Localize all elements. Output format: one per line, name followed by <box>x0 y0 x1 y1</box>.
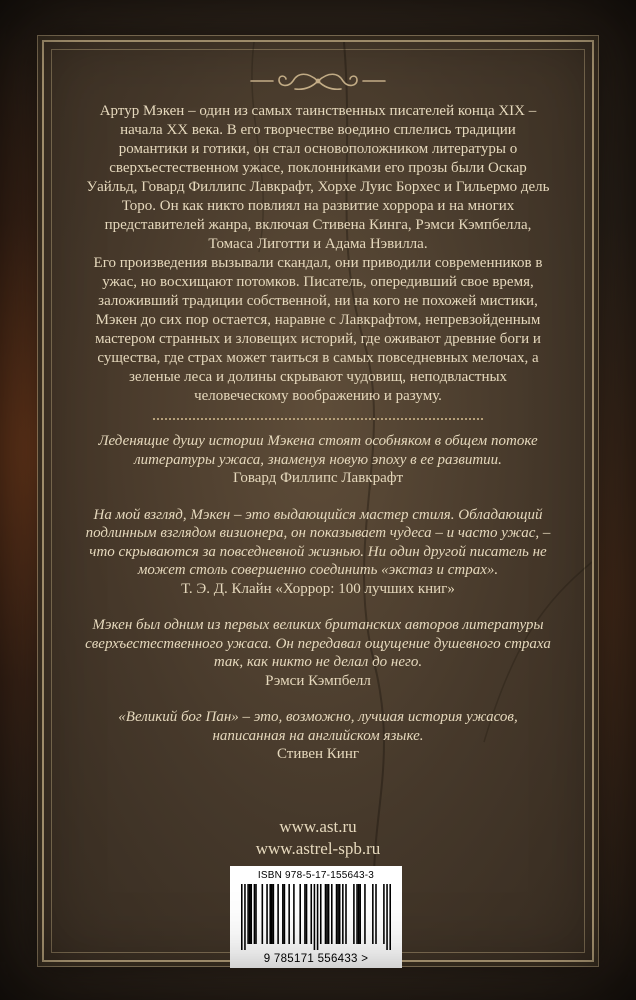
barcode-bar <box>383 884 385 944</box>
barcode-bar <box>328 884 330 944</box>
barcode-bar <box>304 884 306 944</box>
description-paragraph: Его произведения вызывали скандал, они приводили современников в ужас, но восхищают потомков. Писатель, опередивший свое время, заложивший традиции собственной, ни на кого не похожей мистики, Мэкен до сих пор остается, наравне с Лавкрафтом, непревзойденным мастером странных и зловещих историй, где оживают древние боги и существа, где страх может таиться в самых повседневных мелочах, а зеленые леса и долины скрывают чудовищ, неподвластных человеческому воображению и разуму. <box>93 255 543 404</box>
quote-text: «Великий бог Пан» – это, возможно, лучшая история ужасов, написанная на английском языке. <box>118 709 518 744</box>
quote-text: Леденящие душу истории Мэкена стоят особняком в общем потоке литературы ужаса, знаменуя новую эпоху в ее развитии. <box>98 433 538 468</box>
barcode-bar <box>353 884 355 944</box>
barcode-bar <box>358 884 360 944</box>
barcode-bar <box>249 884 251 944</box>
quote-author: Стивен Кинг <box>276 746 360 762</box>
barcode-bar <box>288 884 290 944</box>
barcode-bar <box>293 884 295 944</box>
barcode-bar <box>342 884 344 944</box>
scroll-ornament-icon <box>243 70 393 92</box>
barcode-bar <box>271 884 273 944</box>
barcode-digits: 9 785171 556433 > <box>263 953 369 965</box>
barcode-bar <box>273 884 275 944</box>
description-paragraph: Артур Мэкен – один из самых таинственных писателей конца XIX – начала XX века. В его творчестве воедино сплелись традиции романтики и готики, он стал основоположником литературы о сверхъестественном ужасе, поклонниками его прозы были Оскар Уайльд, Говард Филлипс Лавкрафт, Хорхе Луис Борхес и Гильермо дель Торо. Он как никто повлиял на развитие хоррора и на многих представителей жанра, включая Стивена Кинга, Рэмси Кэмпбелла, Томаса Лиготти и Адама Нэвилла. <box>86 103 550 252</box>
quote-text: Мэкен был одним из первых великих британских авторов литературы сверхъестественного ужаса. Он передавал ощущение душевного страха так, как никто не делал до него. <box>85 617 551 670</box>
barcode-bar <box>320 884 322 944</box>
barcode-bar <box>345 884 347 944</box>
review-quote <box>84 708 552 764</box>
quote-author: Т. Э. Д. Клайн «Хоррор: 100 лучших книг» <box>181 580 455 597</box>
barcode-bar <box>299 884 301 944</box>
barcode-bar <box>317 884 319 950</box>
barcode-bar <box>337 884 339 944</box>
publisher-url-link[interactable]: www.ast.ru <box>279 817 357 836</box>
barcode-bar <box>389 884 391 950</box>
barcode-bar <box>356 884 358 944</box>
barcode-bar <box>254 884 256 944</box>
barcode-bar <box>277 884 279 944</box>
review-quote <box>84 432 552 488</box>
barcode-bar <box>359 884 361 944</box>
barcode-bar <box>262 884 264 944</box>
review-quote <box>84 616 552 690</box>
publisher-links <box>0 816 636 860</box>
barcode-bar <box>331 884 333 944</box>
barcode-bar <box>310 884 312 944</box>
barcode-bar <box>372 884 374 944</box>
dotted-divider <box>153 418 483 420</box>
barcode-bar <box>326 884 328 944</box>
publisher-url-link[interactable]: www.astrel-spb.ru <box>255 839 381 858</box>
barcode-bar <box>269 884 271 944</box>
isbn-barcode <box>230 866 402 968</box>
barcode-bar <box>325 884 327 944</box>
barcode-bar <box>244 884 246 950</box>
review-quote <box>84 506 552 599</box>
barcode-bar <box>364 884 366 944</box>
barcode-bar <box>241 884 243 950</box>
barcode-bar <box>266 884 268 944</box>
quote-text: На мой взгляд, Мэкен – это выдающийся мастер стиля. Обладающий подлинным взглядом визионера, он показывает чудеса – и часто ужас, – что скрываются за повседневной жизнью. Ни один другой писатель не может столь совершенно соединить «экстаз и страх». <box>85 506 551 578</box>
barcode-bar <box>375 884 377 944</box>
barcode-bar <box>314 884 316 950</box>
barcode-bar <box>250 884 252 944</box>
barcode-bars <box>236 884 396 952</box>
barcode-bar <box>339 884 341 944</box>
barcode-bar <box>282 884 284 944</box>
isbn-label: ISBN 978-5-17-155643-3 <box>257 870 375 881</box>
barcode-bar <box>255 884 257 944</box>
barcode-bar <box>386 884 388 950</box>
quote-author: Рэмси Кэмпбелл <box>265 672 371 689</box>
barcode-bar <box>336 884 338 944</box>
barcode-bar <box>284 884 286 944</box>
barcode-bar <box>247 884 249 944</box>
barcode-bar <box>306 884 308 944</box>
content <box>84 102 552 782</box>
quote-author: Говард Филлипс Лавкрафт <box>232 470 404 486</box>
